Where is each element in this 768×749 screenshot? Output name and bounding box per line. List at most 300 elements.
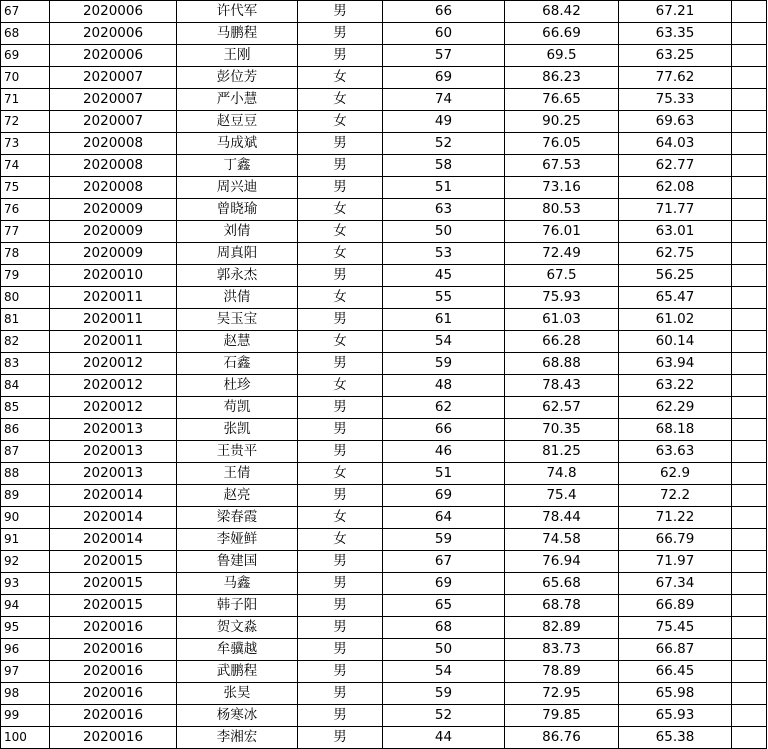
- gender-cell: 女: [298, 67, 383, 89]
- total-score-cell: 68.18: [619, 419, 732, 441]
- row-number-cell: 85: [1, 397, 50, 419]
- class-id-cell: 2020014: [50, 485, 177, 507]
- empty-cell: [732, 133, 767, 155]
- table-row: [1, 45, 767, 67]
- score-cell: 74.58: [505, 529, 619, 551]
- gender-cell: 男: [298, 1, 383, 23]
- class-id-cell: 2020012: [50, 397, 177, 419]
- row-number-cell: 73: [1, 133, 50, 155]
- name-cell: 严小慧: [177, 89, 298, 111]
- score-cell: 69.5: [505, 45, 619, 67]
- score-cell: 61.03: [505, 309, 619, 331]
- table-row: [1, 727, 767, 749]
- table-row: [1, 67, 767, 89]
- empty-cell: [732, 639, 767, 661]
- score-cell: 68.78: [505, 595, 619, 617]
- table-row: [1, 485, 767, 507]
- empty-cell: [732, 683, 767, 705]
- gender-cell: 女: [298, 529, 383, 551]
- name-cell: 马成斌: [177, 133, 298, 155]
- score-cell: 50: [383, 221, 505, 243]
- row-number-cell: 70: [1, 67, 50, 89]
- table-row: [1, 507, 767, 529]
- total-score-cell: 69.63: [619, 111, 732, 133]
- total-score-cell: 75.45: [619, 617, 732, 639]
- class-id-cell: 2020010: [50, 265, 177, 287]
- empty-cell: [732, 595, 767, 617]
- class-id-cell: 2020006: [50, 45, 177, 67]
- total-score-cell: 63.22: [619, 375, 732, 397]
- score-cell: 62.57: [505, 397, 619, 419]
- class-id-cell: 2020012: [50, 353, 177, 375]
- score-cell: 74.8: [505, 463, 619, 485]
- score-cell: 63: [383, 199, 505, 221]
- score-cell: 44: [383, 727, 505, 749]
- total-score-cell: 63.01: [619, 221, 732, 243]
- table-row: [1, 595, 767, 617]
- class-id-cell: 2020009: [50, 199, 177, 221]
- class-id-cell: 2020009: [50, 221, 177, 243]
- empty-cell: [732, 1, 767, 23]
- empty-cell: [732, 529, 767, 551]
- score-cell: 75.4: [505, 485, 619, 507]
- total-score-cell: 61.02: [619, 309, 732, 331]
- score-cell: 69: [383, 573, 505, 595]
- score-cell: 78.43: [505, 375, 619, 397]
- class-id-cell: 2020011: [50, 309, 177, 331]
- score-cell: 64: [383, 507, 505, 529]
- score-cell: 48: [383, 375, 505, 397]
- score-cell: 78.89: [505, 661, 619, 683]
- gender-cell: 男: [298, 727, 383, 749]
- row-number-cell: 75: [1, 177, 50, 199]
- row-number-cell: 82: [1, 331, 50, 353]
- name-cell: 武鹏程: [177, 661, 298, 683]
- table-row: [1, 221, 767, 243]
- gender-cell: 女: [298, 375, 383, 397]
- class-id-cell: 2020013: [50, 419, 177, 441]
- name-cell: 张昊: [177, 683, 298, 705]
- gender-cell: 男: [298, 419, 383, 441]
- score-cell: 69: [383, 485, 505, 507]
- row-number-cell: 83: [1, 353, 50, 375]
- score-cell: 46: [383, 441, 505, 463]
- class-id-cell: 2020007: [50, 67, 177, 89]
- empty-cell: [732, 155, 767, 177]
- table-row: [1, 551, 767, 573]
- row-number-cell: 84: [1, 375, 50, 397]
- table-row: [1, 23, 767, 45]
- class-id-cell: 2020016: [50, 727, 177, 749]
- table-row: [1, 243, 767, 265]
- score-cell: 74: [383, 89, 505, 111]
- score-cell: 59: [383, 529, 505, 551]
- table-row: [1, 375, 767, 397]
- total-score-cell: 65.47: [619, 287, 732, 309]
- gender-cell: 男: [298, 573, 383, 595]
- gender-cell: 男: [298, 133, 383, 155]
- score-cell: 54: [383, 331, 505, 353]
- score-cell: 72.95: [505, 683, 619, 705]
- name-cell: 苟凯: [177, 397, 298, 419]
- table-row: [1, 265, 767, 287]
- gender-cell: 女: [298, 463, 383, 485]
- gender-cell: 女: [298, 331, 383, 353]
- score-cell: 66: [383, 419, 505, 441]
- class-id-cell: 2020008: [50, 177, 177, 199]
- total-score-cell: 62.08: [619, 177, 732, 199]
- score-cell: 69: [383, 67, 505, 89]
- total-score-cell: 62.77: [619, 155, 732, 177]
- empty-cell: [732, 441, 767, 463]
- class-id-cell: 2020014: [50, 529, 177, 551]
- class-id-cell: 2020016: [50, 617, 177, 639]
- class-id-cell: 2020013: [50, 463, 177, 485]
- total-score-cell: 60.14: [619, 331, 732, 353]
- score-cell: 54: [383, 661, 505, 683]
- name-cell: 周真阳: [177, 243, 298, 265]
- name-cell: 贺文淼: [177, 617, 298, 639]
- table-row: [1, 353, 767, 375]
- gender-cell: 男: [298, 683, 383, 705]
- total-score-cell: 62.9: [619, 463, 732, 485]
- name-cell: 赵豆豆: [177, 111, 298, 133]
- total-score-cell: 62.75: [619, 243, 732, 265]
- empty-cell: [732, 397, 767, 419]
- class-id-cell: 2020011: [50, 331, 177, 353]
- table-row: [1, 463, 767, 485]
- class-id-cell: 2020008: [50, 155, 177, 177]
- row-number-cell: 68: [1, 23, 50, 45]
- table-row: [1, 397, 767, 419]
- row-number-cell: 81: [1, 309, 50, 331]
- score-cell: 68.88: [505, 353, 619, 375]
- table-row: [1, 1, 767, 23]
- empty-cell: [732, 45, 767, 67]
- empty-cell: [732, 221, 767, 243]
- score-cell: 59: [383, 683, 505, 705]
- total-score-cell: 67.21: [619, 1, 732, 23]
- gender-cell: 女: [298, 243, 383, 265]
- score-cell: 52: [383, 705, 505, 727]
- name-cell: 石鑫: [177, 353, 298, 375]
- empty-cell: [732, 375, 767, 397]
- row-number-cell: 88: [1, 463, 50, 485]
- table-row: [1, 199, 767, 221]
- row-number-cell: 100: [1, 727, 50, 749]
- total-score-cell: 66.89: [619, 595, 732, 617]
- row-number-cell: 69: [1, 45, 50, 67]
- row-number-cell: 74: [1, 155, 50, 177]
- row-number-cell: 79: [1, 265, 50, 287]
- score-cell: 81.25: [505, 441, 619, 463]
- total-score-cell: 62.29: [619, 397, 732, 419]
- name-cell: 李娅鲜: [177, 529, 298, 551]
- score-cell: 58: [383, 155, 505, 177]
- score-cell: 66.69: [505, 23, 619, 45]
- empty-cell: [732, 199, 767, 221]
- total-score-cell: 63.63: [619, 441, 732, 463]
- total-score-cell: 65.38: [619, 727, 732, 749]
- score-cell: 79.85: [505, 705, 619, 727]
- row-number-cell: 80: [1, 287, 50, 309]
- gender-cell: 女: [298, 221, 383, 243]
- score-cell: 76.01: [505, 221, 619, 243]
- total-score-cell: 65.93: [619, 705, 732, 727]
- score-cell: 68: [383, 617, 505, 639]
- score-cell: 67.5: [505, 265, 619, 287]
- row-number-cell: 71: [1, 89, 50, 111]
- total-score-cell: 65.98: [619, 683, 732, 705]
- class-id-cell: 2020007: [50, 111, 177, 133]
- table-row: [1, 639, 767, 661]
- class-id-cell: 2020015: [50, 551, 177, 573]
- gender-cell: 男: [298, 661, 383, 683]
- score-cell: 66.28: [505, 331, 619, 353]
- total-score-cell: 63.94: [619, 353, 732, 375]
- empty-cell: [732, 265, 767, 287]
- total-score-cell: 66.87: [619, 639, 732, 661]
- table-row: [1, 331, 767, 353]
- class-id-cell: 2020012: [50, 375, 177, 397]
- name-cell: 赵慧: [177, 331, 298, 353]
- total-score-cell: 71.77: [619, 199, 732, 221]
- empty-cell: [732, 177, 767, 199]
- total-score-cell: 63.25: [619, 45, 732, 67]
- row-number-cell: 86: [1, 419, 50, 441]
- score-cell: 70.35: [505, 419, 619, 441]
- table-row: [1, 287, 767, 309]
- score-cell: 65.68: [505, 573, 619, 595]
- name-cell: 许代军: [177, 1, 298, 23]
- gender-cell: 男: [298, 155, 383, 177]
- row-number-cell: 89: [1, 485, 50, 507]
- score-cell: 83.73: [505, 639, 619, 661]
- table-row: [1, 661, 767, 683]
- name-cell: 郭永杰: [177, 265, 298, 287]
- row-number-cell: 72: [1, 111, 50, 133]
- score-cell: 59: [383, 353, 505, 375]
- name-cell: 彭位芳: [177, 67, 298, 89]
- total-score-cell: 75.33: [619, 89, 732, 111]
- total-score-cell: 66.45: [619, 661, 732, 683]
- score-cell: 75.93: [505, 287, 619, 309]
- gender-cell: 女: [298, 89, 383, 111]
- name-cell: 韩子阳: [177, 595, 298, 617]
- gender-cell: 男: [298, 551, 383, 573]
- name-cell: 赵亮: [177, 485, 298, 507]
- name-cell: 曾晓瑜: [177, 199, 298, 221]
- empty-cell: [732, 89, 767, 111]
- gender-cell: 男: [298, 595, 383, 617]
- table-row: [1, 155, 767, 177]
- gender-cell: 男: [298, 639, 383, 661]
- score-cell: 67: [383, 551, 505, 573]
- gender-cell: 男: [298, 265, 383, 287]
- table-row: [1, 529, 767, 551]
- empty-cell: [732, 617, 767, 639]
- total-score-cell: 64.03: [619, 133, 732, 155]
- empty-cell: [732, 23, 767, 45]
- name-cell: 周兴迪: [177, 177, 298, 199]
- total-score-cell: 66.79: [619, 529, 732, 551]
- score-cell: 76.94: [505, 551, 619, 573]
- name-cell: 鲁建国: [177, 551, 298, 573]
- empty-cell: [732, 573, 767, 595]
- score-cell: 66: [383, 1, 505, 23]
- score-cell: 45: [383, 265, 505, 287]
- class-id-cell: 2020011: [50, 287, 177, 309]
- score-cell: 51: [383, 177, 505, 199]
- gender-cell: 男: [298, 309, 383, 331]
- empty-cell: [732, 287, 767, 309]
- score-cell: 86.23: [505, 67, 619, 89]
- total-score-cell: 71.97: [619, 551, 732, 573]
- empty-cell: [732, 353, 767, 375]
- gender-cell: 女: [298, 287, 383, 309]
- gender-cell: 男: [298, 177, 383, 199]
- name-cell: 张凯: [177, 419, 298, 441]
- score-cell: 57: [383, 45, 505, 67]
- gender-cell: 男: [298, 353, 383, 375]
- name-cell: 马鑫: [177, 573, 298, 595]
- score-cell: 73.16: [505, 177, 619, 199]
- name-cell: 李湘宏: [177, 727, 298, 749]
- class-id-cell: 2020007: [50, 89, 177, 111]
- score-cell: 76.65: [505, 89, 619, 111]
- total-score-cell: 56.25: [619, 265, 732, 287]
- class-id-cell: 2020014: [50, 507, 177, 529]
- row-number-cell: 99: [1, 705, 50, 727]
- class-id-cell: 2020015: [50, 595, 177, 617]
- score-cell: 72.49: [505, 243, 619, 265]
- table-row: [1, 133, 767, 155]
- score-cell: 82.89: [505, 617, 619, 639]
- score-cell: 80.53: [505, 199, 619, 221]
- table-row: [1, 111, 767, 133]
- empty-cell: [732, 309, 767, 331]
- table-row: [1, 573, 767, 595]
- class-id-cell: 2020015: [50, 573, 177, 595]
- name-cell: 杨寒冰: [177, 705, 298, 727]
- empty-cell: [732, 507, 767, 529]
- total-score-cell: 72.2: [619, 485, 732, 507]
- name-cell: 王倩: [177, 463, 298, 485]
- name-cell: 王贵平: [177, 441, 298, 463]
- gender-cell: 男: [298, 397, 383, 419]
- class-id-cell: 2020006: [50, 1, 177, 23]
- table-row: [1, 89, 767, 111]
- total-score-cell: 67.34: [619, 573, 732, 595]
- name-cell: 刘倩: [177, 221, 298, 243]
- empty-cell: [732, 727, 767, 749]
- score-cell: 90.25: [505, 111, 619, 133]
- row-number-cell: 98: [1, 683, 50, 705]
- score-cell: 65: [383, 595, 505, 617]
- empty-cell: [732, 331, 767, 353]
- score-cell: 86.76: [505, 727, 619, 749]
- total-score-cell: 71.22: [619, 507, 732, 529]
- gender-cell: 女: [298, 111, 383, 133]
- class-id-cell: 2020013: [50, 441, 177, 463]
- row-number-cell: 93: [1, 573, 50, 595]
- empty-cell: [732, 419, 767, 441]
- score-cell: 55: [383, 287, 505, 309]
- name-cell: 丁鑫: [177, 155, 298, 177]
- empty-cell: [732, 463, 767, 485]
- gender-cell: 男: [298, 617, 383, 639]
- row-number-cell: 67: [1, 1, 50, 23]
- gender-cell: 男: [298, 23, 383, 45]
- class-id-cell: 2020016: [50, 705, 177, 727]
- gender-cell: 男: [298, 705, 383, 727]
- table-row: [1, 617, 767, 639]
- empty-cell: [732, 111, 767, 133]
- name-cell: 杜珍: [177, 375, 298, 397]
- class-id-cell: 2020016: [50, 683, 177, 705]
- row-number-cell: 96: [1, 639, 50, 661]
- score-cell: 52: [383, 133, 505, 155]
- name-cell: 王刚: [177, 45, 298, 67]
- row-number-cell: 94: [1, 595, 50, 617]
- total-score-cell: 77.62: [619, 67, 732, 89]
- name-cell: 马鹏程: [177, 23, 298, 45]
- name-cell: 洪倩: [177, 287, 298, 309]
- total-score-cell: 63.35: [619, 23, 732, 45]
- score-cell: 62: [383, 397, 505, 419]
- name-cell: 牟骥越: [177, 639, 298, 661]
- row-number-cell: 78: [1, 243, 50, 265]
- score-cell: 67.53: [505, 155, 619, 177]
- class-id-cell: 2020006: [50, 23, 177, 45]
- score-cell: 68.42: [505, 1, 619, 23]
- gender-cell: 男: [298, 45, 383, 67]
- table-row: [1, 419, 767, 441]
- name-cell: 梁春霞: [177, 507, 298, 529]
- row-number-cell: 76: [1, 199, 50, 221]
- row-number-cell: 90: [1, 507, 50, 529]
- row-number-cell: 92: [1, 551, 50, 573]
- score-cell: 50: [383, 639, 505, 661]
- score-cell: 78.44: [505, 507, 619, 529]
- row-number-cell: 95: [1, 617, 50, 639]
- empty-cell: [732, 485, 767, 507]
- class-id-cell: 2020016: [50, 661, 177, 683]
- row-number-cell: 77: [1, 221, 50, 243]
- score-cell: 61: [383, 309, 505, 331]
- gender-cell: 男: [298, 485, 383, 507]
- empty-cell: [732, 67, 767, 89]
- gender-cell: 女: [298, 507, 383, 529]
- score-cell: 60: [383, 23, 505, 45]
- gender-cell: 女: [298, 199, 383, 221]
- score-cell: 49: [383, 111, 505, 133]
- score-cell: 51: [383, 463, 505, 485]
- class-id-cell: 2020009: [50, 243, 177, 265]
- score-cell: 76.05: [505, 133, 619, 155]
- empty-cell: [732, 705, 767, 727]
- table-row: [1, 441, 767, 463]
- empty-cell: [732, 551, 767, 573]
- class-id-cell: 2020008: [50, 133, 177, 155]
- table-row: [1, 177, 767, 199]
- empty-cell: [732, 243, 767, 265]
- table-row: [1, 705, 767, 727]
- table-row: [1, 683, 767, 705]
- row-number-cell: 91: [1, 529, 50, 551]
- score-cell: 53: [383, 243, 505, 265]
- empty-cell: [732, 661, 767, 683]
